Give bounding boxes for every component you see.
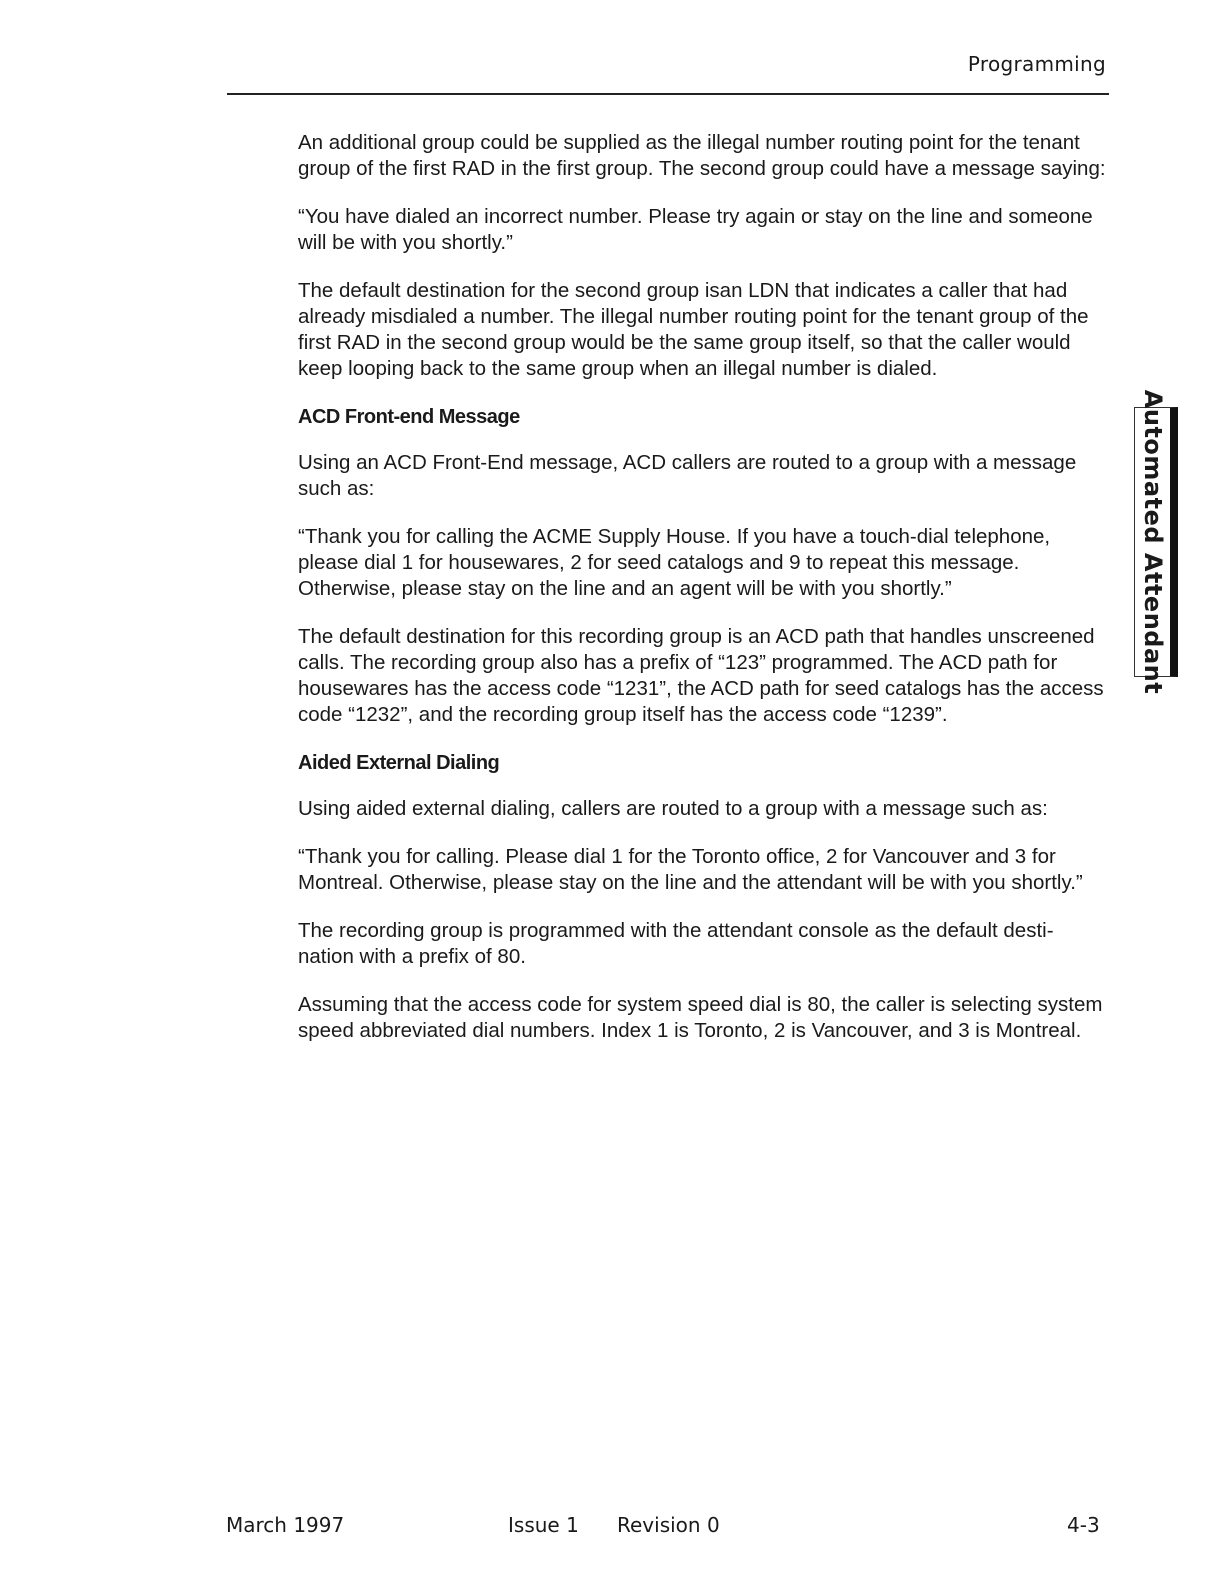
paragraph-recording-group: The recording group is programmed with the attendant console as the default desti-nation with a prefix of 80. xyxy=(298,919,1054,968)
heading-acd-front-end: ACD Front-end Message xyxy=(298,406,520,428)
footer-issue: Issue 1 xyxy=(508,1513,579,1537)
running-header: Programming xyxy=(967,52,1106,76)
footer-revision: Revision 0 xyxy=(617,1513,720,1537)
footer-page-number: 4-3 xyxy=(1067,1513,1100,1537)
section-thumb-tab xyxy=(1134,389,1178,695)
section-thumb-tab-label: Automated Attendant xyxy=(1138,389,1167,695)
quote-toronto-office: “Thank you for calling. Please dial 1 for the Toronto office, 2 for Vancouver and 3 for Montreal. Otherwise, please stay on the line and the attendant will be with you shortly.” xyxy=(298,845,1083,894)
quote-incorrect-number: “You have dialed an incorrect number. Please try again or stay on the line and someone will be with you shortly.” xyxy=(298,205,1093,254)
page-body xyxy=(298,130,1108,1066)
heading-aided-external-dialing: Aided External Dialing xyxy=(298,752,500,774)
paragraph-speed-dial: Assuming that the access code for system speed dial is 80, the caller is selecting system speed abbreviated dial numbers. Index 1 is Toronto, 2 is Vancouver, and 3 is Montreal. xyxy=(298,993,1103,1042)
paragraph-acd-path: The default destination for this recording group is an ACD path that handles unscreened calls. The recording group also has a prefix of “123” programmed. The ACD path for housewares has the access code “1231”, the ACD path for seed catalogs has the access code “1232”, and the recording group itself has the access code “1239”. xyxy=(298,625,1104,726)
paragraph-aided-dialing: Using aided external dialing, callers are routed to a group with a message such as: xyxy=(298,797,1048,820)
quote-acme-supply: “Thank you for calling the ACME Supply House. If you have a touch-dial telephone, please dial 1 for housewares, 2 for seed catalogs and 9 to repeat this message. Otherwise, please stay on the line and an agent will be with you shortly.” xyxy=(298,525,1051,600)
paragraph-default-destination: The default destination for the second group isan LDN that indicates a caller that had already misdialed a number. The illegal number routing point for the tenant group of the first RAD in the second group would be the same group itself, so that the caller would keep looping back to the same group when an illegal number is dialed. xyxy=(298,279,1089,380)
footer-date: March 1997 xyxy=(226,1513,345,1537)
header-rule xyxy=(227,93,1109,95)
paragraph-illegal-routing: An additional group could be supplied as the illegal number routing point for the tenant group of the first RAD in the first group. The second group could have a message saying: xyxy=(298,131,1106,180)
paragraph-acd-front-end: Using an ACD Front-End message, ACD callers are routed to a group with a message such as: xyxy=(298,451,1077,500)
